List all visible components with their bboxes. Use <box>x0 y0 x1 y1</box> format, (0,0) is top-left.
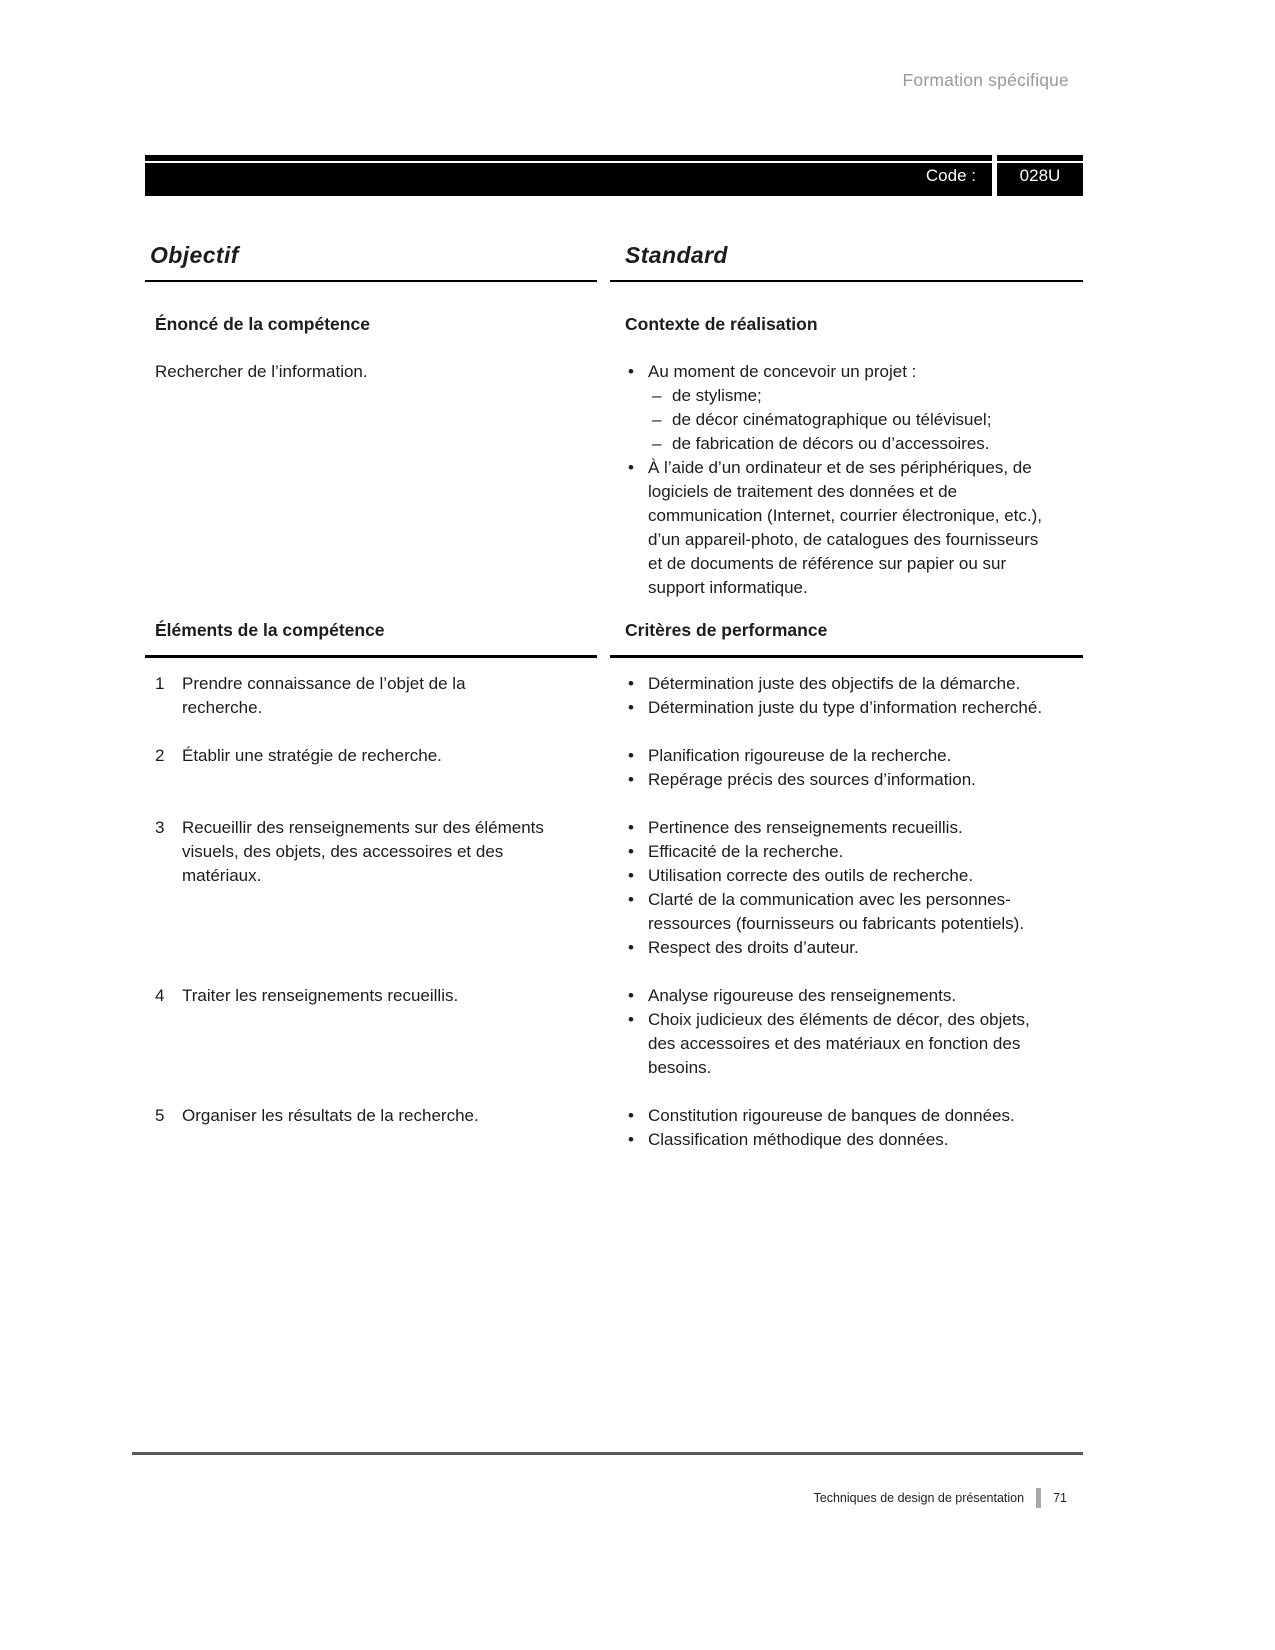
criterion-item <box>625 744 1050 768</box>
competence-row <box>145 1104 1083 1152</box>
competence-rows <box>145 672 1083 1176</box>
criteria-header: Critères de performance <box>625 620 828 640</box>
standard-title: Standard <box>625 242 728 268</box>
criteria-cell <box>610 672 1083 720</box>
criterion-item <box>625 816 1050 840</box>
contexte-bullet-text: • À l’aide d’un ordinateur et de ses périphériques, de logiciels de traitement des données et de communication (Internet, courrier électronique, etc.), d’un appareil-photo, de catalogues des fournisseurs et de documents de référence sur papier ou sur support informatique. <box>648 458 1043 597</box>
criteria-cell <box>610 984 1083 1080</box>
criterion-text: • Classification méthodique des données. <box>648 1130 949 1149</box>
contexte-bullet <box>625 360 1050 384</box>
contexte-column <box>610 312 1083 600</box>
element-text: Traiter les renseignements recueillis. <box>182 986 459 1005</box>
footer-rule <box>132 1452 1083 1455</box>
code-value: 028U <box>1019 165 1061 185</box>
criterion-item <box>625 840 1050 864</box>
criterion-item <box>625 888 1050 936</box>
criteria-header-block <box>610 618 1083 658</box>
competence-row <box>145 984 1083 1080</box>
competence-context-section <box>145 312 1083 600</box>
element-number: 4 <box>155 986 165 1005</box>
criterion-item <box>625 1008 1050 1080</box>
criterion-text: • Choix judicieux des éléments de décor, des objets, des accessoires et des matériaux en fonction des besoins. <box>648 1010 1030 1077</box>
contexte-bullet <box>625 456 1050 600</box>
contexte-subitem: – de fabrication de décors ou d’accessoires. <box>625 432 1050 456</box>
criterion-text: • Respect des droits d’auteur. <box>648 938 859 957</box>
criterion-text: • Clarté de la communication avec les personnes-ressources (fournisseurs ou fabricants potentiels). <box>648 890 1025 933</box>
competence-row <box>145 816 1083 960</box>
criterion-item <box>625 936 1050 960</box>
criterion-item <box>625 696 1050 720</box>
footer-page-number: 71 <box>1053 1491 1067 1505</box>
enonce-body: Rechercher de l’information. <box>155 362 368 381</box>
element-cell <box>145 744 597 792</box>
criterion-text: • Analyse rigoureuse des renseignements. <box>648 986 957 1005</box>
criterion-text: • Détermination juste du type d’information recherché. <box>648 698 1043 717</box>
criteria-cell <box>610 744 1083 792</box>
competence-row <box>145 672 1083 720</box>
element-cell <box>145 816 597 960</box>
criteria-cell <box>610 1104 1083 1152</box>
criterion-text: • Détermination juste des objectifs de la démarche. <box>648 674 1021 693</box>
criterion-item <box>625 1104 1050 1128</box>
element-text: Recueillir des renseignements sur des éléments visuels, des objets, des accessoires et des matériaux. <box>182 818 544 885</box>
criterion-text: • Utilisation correcte des outils de recherche. <box>648 866 974 885</box>
page-footer <box>814 1486 1067 1510</box>
element-number: 1 <box>155 674 165 693</box>
element-text: Prendre connaissance de l’objet de la recherche. <box>182 674 466 717</box>
criterion-item <box>625 864 1050 888</box>
criterion-text: • Efficacité de la recherche. <box>648 842 844 861</box>
elements-header-block <box>145 618 597 658</box>
enonce-title: Énoncé de la compétence <box>155 314 370 334</box>
criterion-item <box>625 768 1050 792</box>
competence-row <box>145 744 1083 792</box>
contexte-bullet-text: • Au moment de concevoir un projet : <box>648 362 917 381</box>
elements-header: Éléments de la compétence <box>155 620 385 640</box>
objectif-title-block <box>145 243 597 282</box>
criterion-text: • Constitution rigoureuse de banques de données. <box>648 1106 1015 1125</box>
element-cell <box>145 1104 597 1152</box>
criterion-item <box>625 984 1050 1008</box>
objectif-title: Objectif <box>150 242 239 268</box>
criterion-item <box>625 672 1050 696</box>
code-label: Code : <box>925 165 976 185</box>
criterion-text: • Pertinence des renseignements recueillis. <box>648 818 963 837</box>
element-cell <box>145 672 597 720</box>
footer-title: Techniques de design de présentation <box>813 1491 1025 1505</box>
element-number: 5 <box>155 1106 165 1125</box>
elements-criteria-header-row <box>145 618 1083 658</box>
footer-separator <box>1036 1488 1041 1508</box>
element-number: 3 <box>155 818 165 837</box>
element-number: 2 <box>155 746 165 765</box>
criterion-text: • Repérage précis des sources d’information. <box>648 770 976 789</box>
contexte-title: Contexte de réalisation <box>625 314 818 334</box>
element-cell <box>145 984 597 1080</box>
element-text: Établir une stratégie de recherche. <box>182 746 442 765</box>
banner-code-area <box>926 155 1083 196</box>
enonce-column <box>145 312 597 600</box>
running-header-label: Formation spécifique <box>902 70 1069 90</box>
criteria-cell <box>610 816 1083 960</box>
contexte-subitem: – de stylisme; <box>625 384 1050 408</box>
element-text: Organiser les résultats de la recherche. <box>182 1106 479 1125</box>
standard-title-block <box>610 243 1083 282</box>
code-banner <box>145 155 1083 196</box>
criterion-text: • Planification rigoureuse de la recherche. <box>648 746 952 765</box>
criterion-item <box>625 1128 1050 1152</box>
column-titles-row <box>145 243 1083 282</box>
contexte-subitem: – de décor cinématographique ou télévisuel; <box>625 408 1050 432</box>
